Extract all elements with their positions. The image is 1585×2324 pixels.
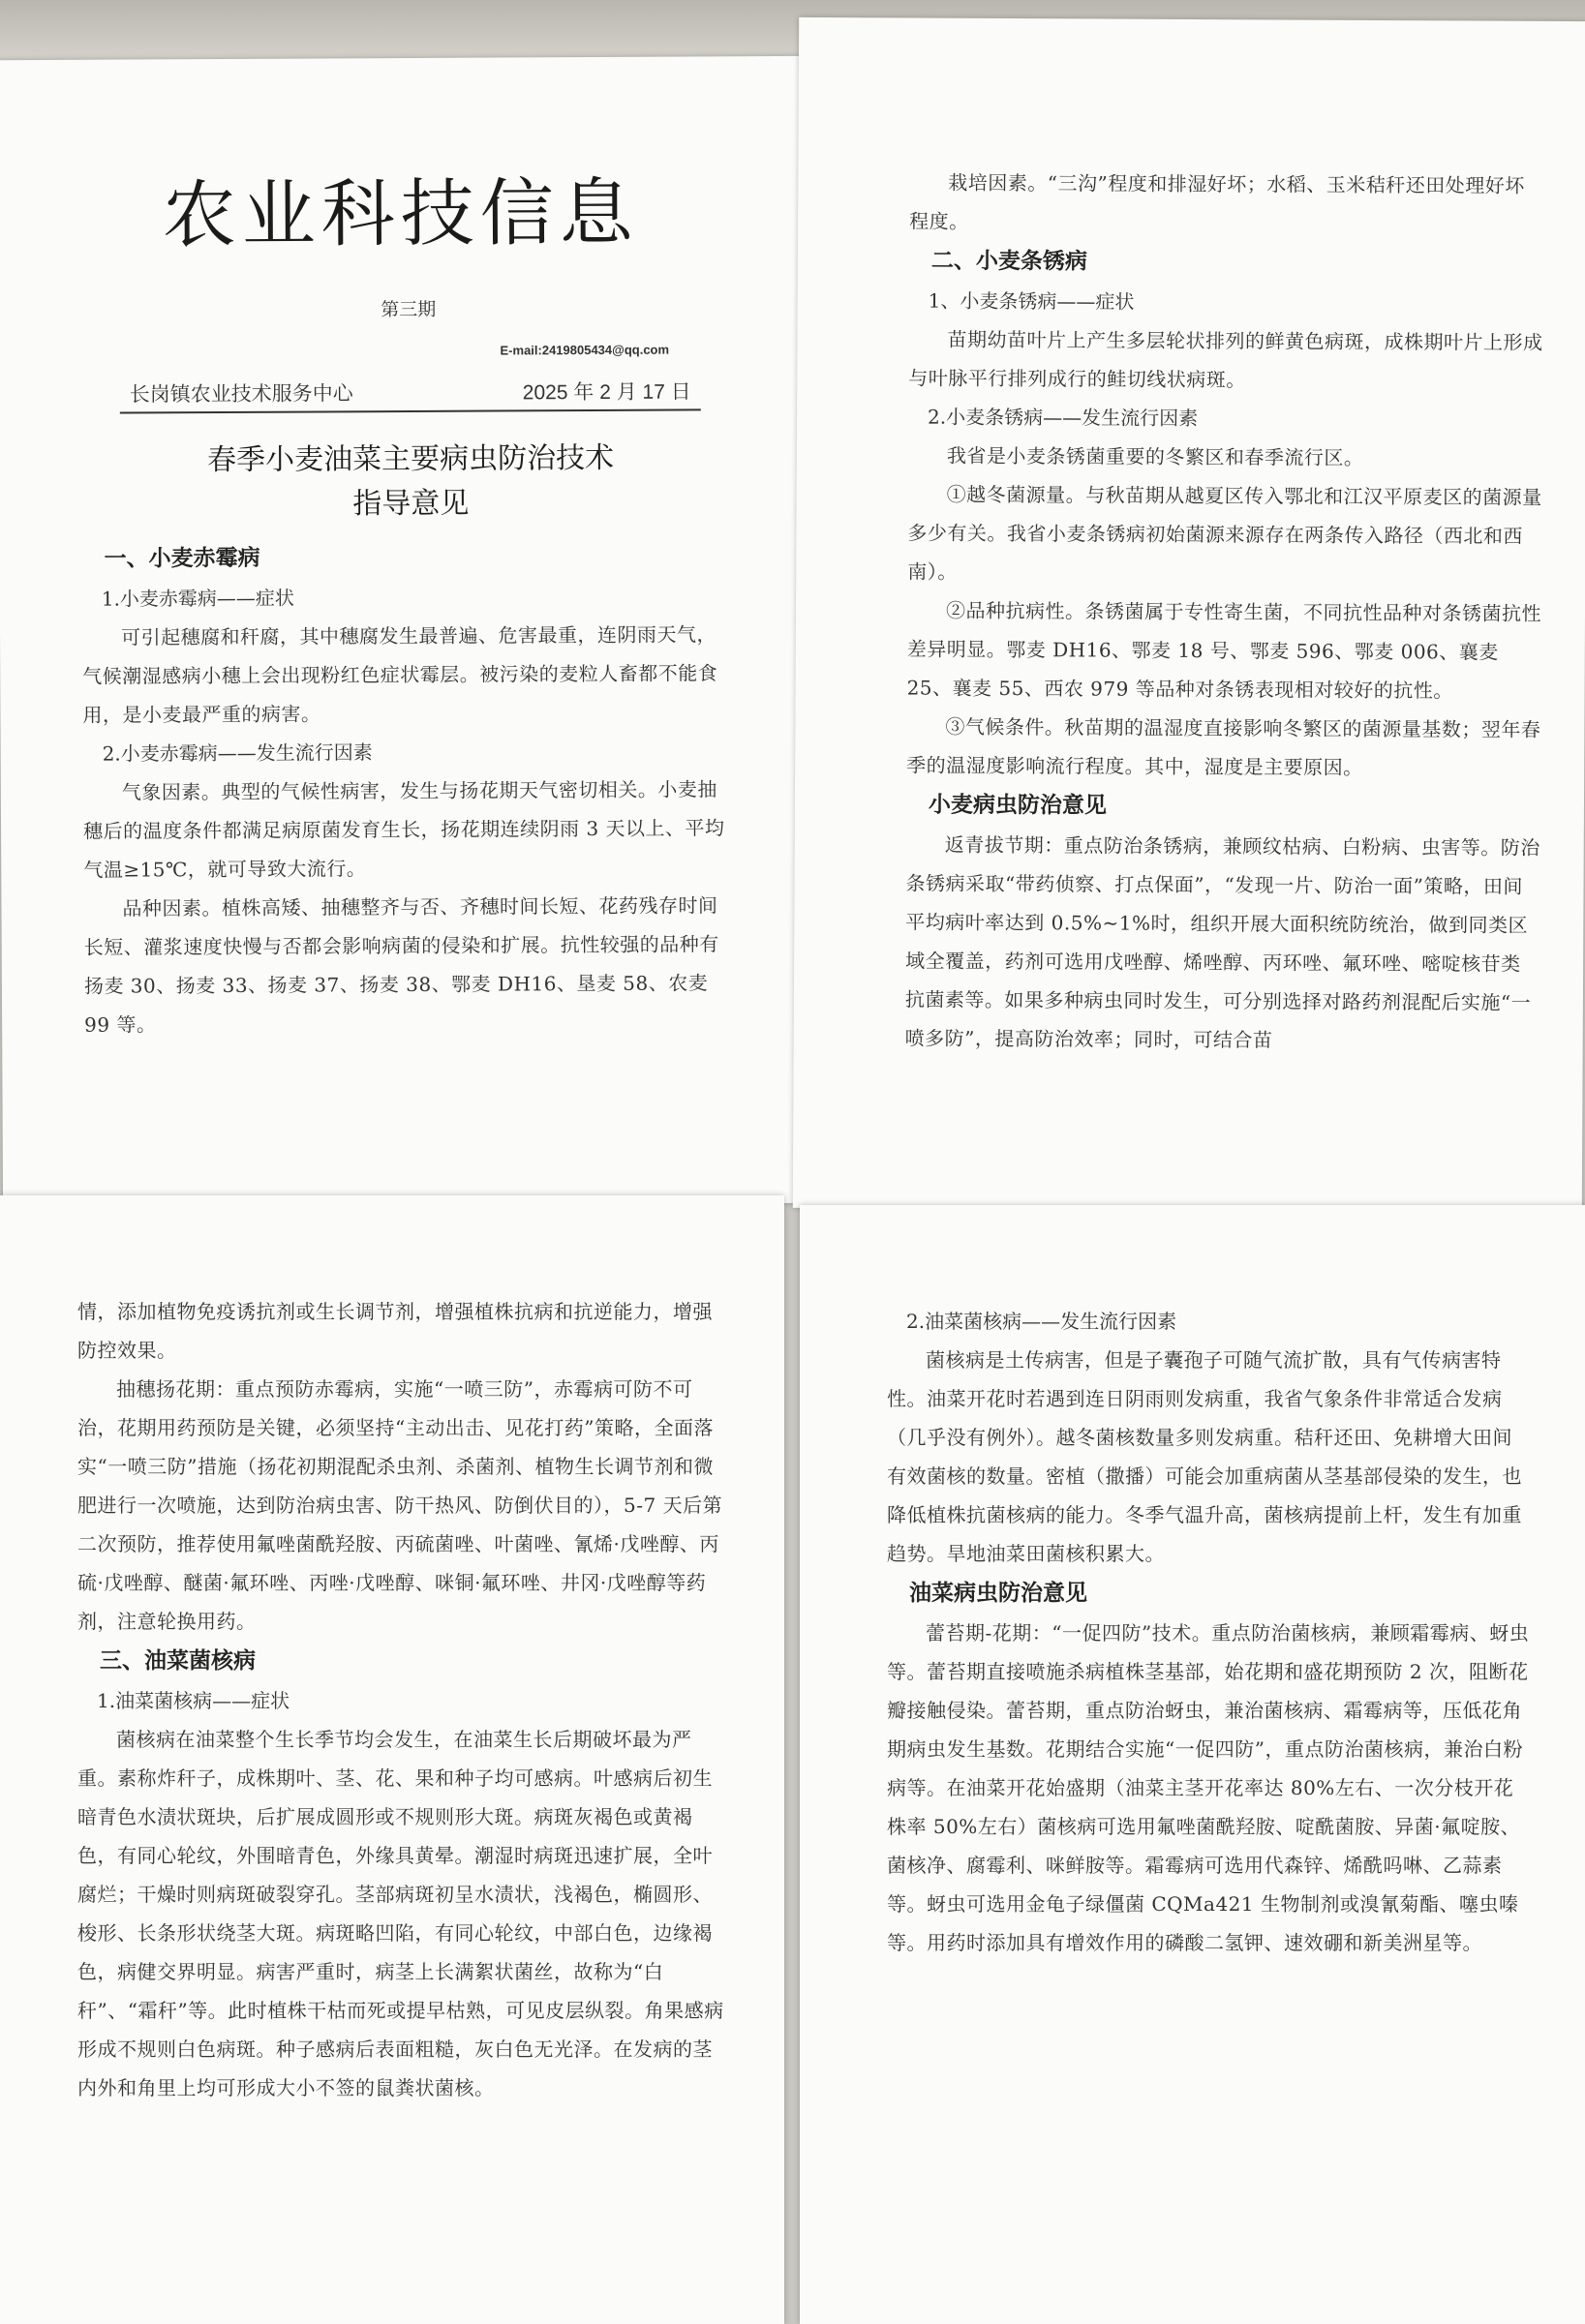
publish-date: 2025 年 2 月 17 日: [522, 380, 691, 405]
subsection-heading: 2.小麦赤霉病——发生流行因素: [102, 740, 373, 766]
subsection-heading: 1.小麦赤霉病——症状: [101, 586, 294, 611]
section-rapeseed-sclerotinia: [77, 1292, 726, 2107]
paragraph: 苗期幼苗叶片上产生多层轮状排列的鲜黄色病斑，成株期叶片上形成与叶脉平行排列成行的鲑切线状病斑。: [908, 327, 1543, 392]
section-rapeseed-control: [887, 1302, 1531, 1962]
section-wheat-scab: [81, 535, 728, 1043]
section-heading: 三、油菜菌核病: [100, 1647, 256, 1674]
subsection-heading: 1、小麦条锈病——症状: [928, 288, 1135, 314]
section-stripe-rust: [905, 163, 1544, 1060]
section-heading: 一、小麦赤霉病: [104, 544, 260, 572]
paragraph: 我省是小麦条锈菌重要的冬繁区和春季流行区。: [946, 443, 1364, 469]
page-sheet-2: [793, 17, 1585, 1212]
issue-number: 第三期: [381, 298, 437, 321]
masthead-rule: [120, 376, 701, 413]
page-sheet-1: [0, 56, 821, 1207]
paragraph: 可引起穗腐和秆腐，其中穗腐发生最普遍、危害最重，连阴雨天气，气候潮湿感病小穗上会出现粉红色症状霉层。被污染的麦粒人畜都不能食用，是小麦最严重的病害。: [82, 622, 718, 727]
section-heading: 小麦病虫防治意见: [928, 791, 1108, 819]
paragraph: 菌核病在油菜整个生长季节均会发生，在油菜生长后期破坏最为严重。素称炸秆子，成株期叶、茎、花、果和种子均可感病。叶感病后初生暗青色水渍状斑块，后扩展成圆形或不规则形大斑。病斑灰褐色或黄褐色，有同心轮纹，外围暗青色，外缘具黄晕。潮湿时病斑迅速扩展，全叶腐烂；干燥时则病斑破裂穿孔。茎部病斑初呈水渍状，浅褐色，椭圆形、梭形、长条形状绕茎大斑。病斑略凹陷，有同心轮纹，中部白色，边缘褐色，病健交界明显。病害严重时，病茎上长满絮状菌丝，故称为“白秆”、“霜秆”等。此时植株干枯而死或提早枯熟，可见皮层纵裂。角果感病形成不规则白色病斑。种子感病后表面粗糙，灰白色无光泽。在发病的茎内外和角里上均可形成大小不签的鼠粪状菌核。: [77, 1728, 724, 2099]
paragraph: 栽培因素。“三沟”程度和排湿好坏；水稻、玉米秸秆还田处理好坏程度。: [909, 170, 1525, 233]
organization-name: 长岗镇农业技术服务中心: [129, 382, 353, 407]
paragraph: ②品种抗病性。条锈菌属于专性寄生菌，不同抗性品种对条锈菌抗性差异明显。鄂麦 DH16、鄂麦 18 号、鄂麦 596、鄂麦 006、襄麦 25、襄麦 55、西农 979 等品种对条锈表现相对较好的抗性。: [906, 598, 1542, 703]
paragraph: 蕾苔期-花期：“一促四防”技术。重点防治菌核病，兼顾霜霉病、蚜虫等。蕾苔期直接喷施杀病植株茎基部，始花期和盛花期预防 2 次，阻断花瓣接触侵染。蕾苔期，重点防治蚜虫，兼治菌核病、霜霉病等，压低花角期病虫发生基数。花期结合实施“一促四防”，重点防治菌核病，兼治白粉病等。在油菜开花始盛期（油菜主茎开花率达 80%左右、一次分枝开花株率 50%左右）菌核病可选用氟唑菌酰羟胺、啶酰菌胺、异菌·氟啶胺、菌核净、腐霉利、咪鲜胺等。霜霉病可选用代森锌、烯酰吗啉、乙蒜素等。蚜虫可选用金龟子绿僵菌 CQMa421 生物制剂或溴氰菊酯、噻虫嗪等。用药时添加具有增效作用的磷酸二氢钾、速效硼和新美洲星等。: [887, 1621, 1530, 1954]
page-sheet-3: [0, 1195, 784, 2324]
paragraph: 情，添加植物免疫诱抗剂或生长调节剂，增强植株抗病和抗逆能力，增强防控效果。: [77, 1300, 713, 1362]
paragraph: ③气候条件。秋苗期的温湿度直接影响冬繁区的菌源量基数；翌年春季的温湿度影响流行程度。其中，湿度是主要原因。: [906, 714, 1541, 779]
section-heading: 二、小麦条锈病: [930, 247, 1087, 275]
document-title-line-2: 指导意见: [352, 486, 470, 522]
paragraph: ①越冬菌源量。与秋苗期从越夏区传入鄂北和江汉平原麦区的菌源量多少有关。我省小麦条锈病初始菌源来源存在两条传入路径（西北和西南）。: [907, 482, 1542, 584]
document-title-line-1: 春季小麦油菜主要病虫防治技术: [206, 440, 615, 478]
paragraph: 气象因素。典型的气候性病害，发生与扬花期天气密切相关。小麦抽穗后的温度条件都满足病原菌发育生长，扬花期连续阴雨 3 天以上、平均气温≥15℃，就可导致大流行。: [83, 777, 725, 882]
subsection-heading: 2.油菜菌核病——发生流行因素: [906, 1310, 1177, 1333]
paragraph: 抽穗扬花期：重点预防赤霉病，实施“一喷三防”，赤霉病可防不可治，花期用药预防是关键，必须坚持“主动出击、见花打药”策略，全面落实“一喷三防”措施（扬花初期混配杀虫剂、杀菌剂、植物生长调节剂和微肥进行一次喷施，达到防治病虫害、防干热风、防倒伏目的），5-7 天后第二次预防，推荐使用氟唑菌酰羟胺、丙硫菌唑、叶菌唑、氰烯·戊唑醇、丙硫·戊唑醇、醚菌·氟环唑、丙唑·戊唑醇、咪铜·氟环唑、井冈·戊唑醇等药剂，注意轮换用药。: [77, 1377, 723, 1633]
page-sheet-4: [800, 1205, 1585, 2324]
paragraph: 返青拔节期：重点防治条锈病，兼顾纹枯病、白粉病、虫害等。防治条锈病采取“带药侦察、打点保面”，“发现一片、防治一面”策略，田间平均病叶率达到 0.5%~1%时，组织开展大面积统防统治，做到同类区域全覆盖，药剂可选用戊唑醇、烯唑醇、丙环唑、氟环唑、嘧啶核苷类抗菌素等。如果多种病虫同时发生，可分别选择对路药剂混配后实施“一喷多防”，提高防治效率；同时，可结合苗: [904, 832, 1540, 1052]
section-heading: 油菜病虫防治意见: [909, 1580, 1087, 1606]
newsletter-title: 农业科技信息: [162, 168, 639, 258]
document-title: [154, 437, 667, 528]
paragraph: 品种因素。植株高矮、抽穗整齐与否、齐穗时间长短、花药残存时间长短、灌浆速度快慢与否都会影响病菌的侵染和扩展。抗性较强的品种有扬麦 30、扬麦 33、扬麦 37、扬麦 38、鄂麦 DH16、垦麦 58、农麦 99 等。: [83, 893, 719, 1037]
paragraph: 菌核病是土传病害，但是子囊孢子可随气流扩散，具有气传病害特性。油菜开花时若遇到连日阴雨则发病重，我省气象条件非常适合发病（几乎没有例外）。越冬菌核数量多则发病重。秸秆还田、免耕增大田间有效菌核的数量。密植（撒播）可能会加重病菌从茎基部侵染的发生，也降低植株抗菌核病的能力。冬季气温升高，菌核病提前上杆，发生有加重趋势。旱地油菜田菌核积累大。: [887, 1348, 1522, 1565]
email-address: E-mail:2419805434@qq.com: [500, 342, 670, 358]
subsection-heading: 2.小麦条锈病——发生流行因素: [928, 405, 1199, 431]
subsection-heading: 1.油菜菌核病——症状: [97, 1689, 290, 1712]
